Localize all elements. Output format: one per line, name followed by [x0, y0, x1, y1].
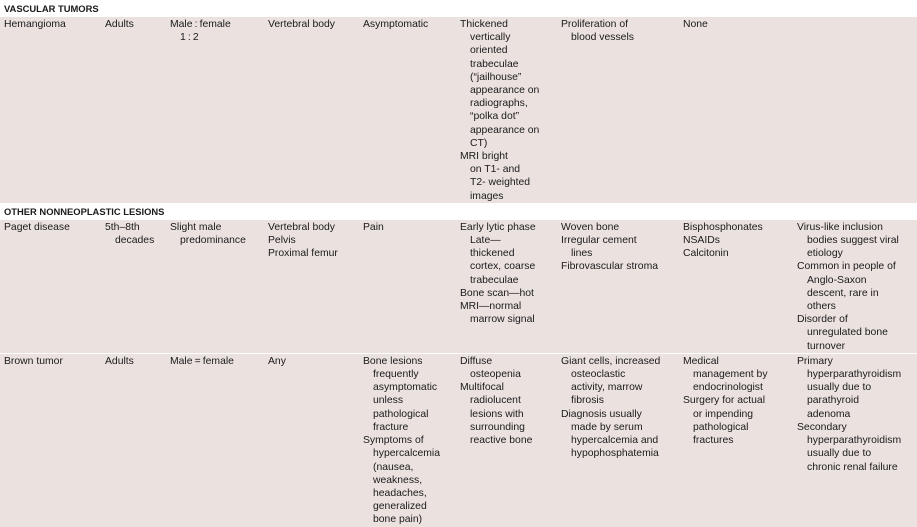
imaging-cell: Early lytic phase Late— thickened cortex, coarse trabeculae Bone scan—hot MRI—normal marrow signal	[456, 219, 557, 353]
symptoms-cell: Pain	[359, 219, 456, 353]
lesion-cell: Paget disease	[0, 219, 101, 353]
section-header-other-nonneoplastic-lesions	[0, 203, 917, 220]
table-row-paget-disease	[0, 219, 917, 353]
sex-cell: Male = female	[166, 353, 264, 526]
pathology-cell: Woven bone Irregular cement lines Fibrovascular stroma	[557, 219, 679, 353]
notes-cell: Virus-like inclusion bodies suggest viral etiology Common in people of Anglo-Saxon descent, rare in others Disorder of unregulated bone turnover	[793, 219, 917, 353]
section-title: VASCULAR TUMORS	[0, 0, 917, 17]
table-row-brown-tumor	[0, 353, 917, 526]
age-cell: Adults	[101, 353, 166, 526]
section-title: OTHER NONNEOPLASTIC LESIONS	[0, 203, 917, 220]
age-cell: 5th–8th decades	[101, 219, 166, 353]
notes-cell	[793, 17, 917, 203]
sex-cell: Slight male predominance	[166, 219, 264, 353]
imaging-cell: Thickened vertically oriented trabeculae (“jailhouse” appearance on radiographs, “polka dot” appearance on CT) MRI bright on T1- and T2- weighted images	[456, 17, 557, 203]
section-header-vascular-tumors	[0, 0, 917, 17]
imaging-cell: Diffuse osteopenia Multifocal radiolucent lesions with surrounding reactive bone	[456, 353, 557, 526]
location-cell: Vertebral body	[264, 17, 359, 203]
sex-cell: Male : female 1 : 2	[166, 17, 264, 203]
pathology-cell: Proliferation of blood vessels	[557, 17, 679, 203]
symptoms-cell: Asymptomatic	[359, 17, 456, 203]
treatment-cell: Medical management by endocrinologist Surgery for actual or impending pathological fractures	[679, 353, 793, 526]
notes-cell: Primary hyperparathyroidism usually due to parathyroid adenoma Secondary hyperparathyroidism usually due to chronic renal failure	[793, 353, 917, 526]
age-cell: Adults	[101, 17, 166, 203]
treatment-cell: None	[679, 17, 793, 203]
pathology-cell: Giant cells, increased osteoclastic activity, marrow fibrosis Diagnosis usually made by serum hypercalcemia and hypophosphatemia	[557, 353, 679, 526]
lesion-cell: Brown tumor	[0, 353, 101, 526]
table-row-hemangioma	[0, 17, 917, 203]
lesion-cell: Hemangioma	[0, 17, 101, 203]
location-cell: Any	[264, 353, 359, 526]
location-cell: Vertebral body Pelvis Proximal femur	[264, 219, 359, 353]
symptoms-cell: Bone lesions frequently asymptomatic unless pathological fracture Symptoms of hypercalcemia (nausea, weakness, headaches, generalized bone pain)	[359, 353, 456, 526]
treatment-cell: Bisphosphonates NSAIDs Calcitonin	[679, 219, 793, 353]
